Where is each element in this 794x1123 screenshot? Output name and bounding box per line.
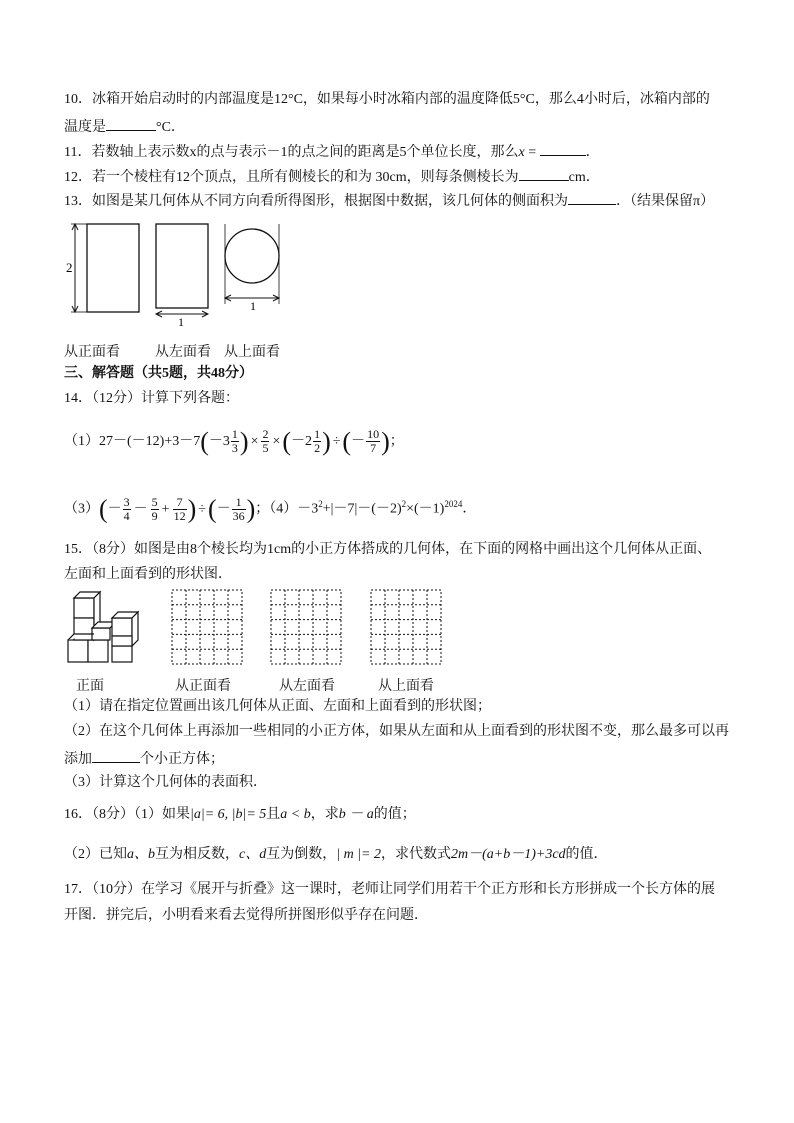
q16-expr2: 2m－(a+b－1)+3cd <box>450 847 566 862</box>
q10-unit: °C． <box>156 120 185 135</box>
q15-answer-blank[interactable] <box>92 748 140 763</box>
q16-find: ，求 <box>310 807 339 822</box>
q16-end2: 的值． <box>565 847 608 862</box>
q14-p2-a-int: －3 <box>208 434 230 449</box>
q16-recip: 互为倒数， <box>266 847 337 862</box>
q11-end: ． <box>585 145 600 160</box>
q14-p2-b-den: 5 <box>262 441 269 456</box>
q15-line1: 15．（8分）如图是由8个棱长均为1cm的小正方体搭成的几何体，在下面的网格中画出这个几何体从正面、 <box>64 542 712 557</box>
q16-find2: ，求代数式 <box>380 847 451 862</box>
label-top-view: 从上面看 <box>224 345 280 360</box>
q14-p3-d-den: 36 <box>232 508 245 523</box>
q10-text: 温度是 <box>64 120 106 135</box>
q14-p2-b-num: 2 <box>262 427 269 442</box>
front-view-rect <box>87 224 139 312</box>
q17-line2: 开图．拼完后，小明看来看去觉得所拼图形似乎存在问题． <box>64 908 428 923</box>
q14-p3-label: （3） <box>64 501 99 517</box>
q12-unit: cm． <box>568 170 600 185</box>
q15-figure <box>64 588 454 672</box>
q14-p1-label: （1） <box>64 434 99 449</box>
q16-expr: b － a <box>338 807 374 822</box>
q13-end: ．（结果保留π） <box>616 194 715 209</box>
label-left-view: 从左面看 <box>155 345 211 360</box>
q14-p3-b-num: 5 <box>151 494 158 509</box>
q14-p3-a-den: 4 <box>123 508 130 523</box>
q14-p4-c: ×(－1) <box>406 501 445 517</box>
q14-p4-b: +|－7|－(－2) <box>322 501 402 517</box>
q11-answer-blank[interactable] <box>540 141 586 156</box>
q14-parts-3-4: （3）(－ $\frac{3}{4}$ － $\frac{5}{9}$ + $\frac{7}{12}$ ) ÷(－ $\frac{1}{36}$ )；$(4)-3^2+|-7|-(-2)^2\times(-1)^{2024}$． <box>64 494 477 524</box>
q14-p3-d-num: 1 <box>232 496 246 510</box>
q15-sub2-line2 <box>64 748 224 770</box>
q14-p1-expr: 27－(－12)+3－7 <box>99 434 201 449</box>
q15-sub1: （1）请在指定位置画出该几何体从正面、左面和上面看到的形状图； <box>64 699 491 714</box>
q16-and: 且 <box>266 807 281 822</box>
label-front-arrow: 正面 <box>76 679 104 694</box>
q12 <box>64 166 600 188</box>
q16-m: | m |= 2 <box>336 847 381 862</box>
q12-text: 12．若一个棱柱有12个顶点，且所有侧棱长的和为 30cm，则每条侧棱长为 <box>64 170 519 185</box>
q14-parts-1-2: （1）27－(－12)+3－7(－3 $\frac{1}{3}$ ) × $\frac{2}{5}$ ×(－2 $\frac{1}{2}$ ) ÷(－ $\frac{10}{7}$ )； <box>64 426 404 456</box>
q10-line2 <box>64 116 185 138</box>
q14-p4-exp3: 2024 <box>444 499 463 509</box>
q14-p3-c-den: 12 <box>173 508 186 523</box>
q16-line2 <box>64 845 608 865</box>
q14-p3-a-num: 3 <box>123 494 130 509</box>
q15-sub2-pre: 添加 <box>64 752 92 767</box>
cube-stack <box>68 592 138 662</box>
q14-p4-exp2: 2 <box>401 499 407 509</box>
q13-text: 13．如图是某几何体从不同方向看所得图形，根据图中数据，该几何体的侧面积为 <box>64 194 568 209</box>
q14-p2-c-int: －2 <box>291 434 313 449</box>
q14-title: 14．（12分）计算下列各题： <box>64 391 239 406</box>
q11-var: x <box>518 145 525 160</box>
q16-cond: |a|= 6, |b|= 5 <box>190 807 267 822</box>
q15-sub2: （2）在这个几何体上再添加一些相同的小正方体，如果从左面和从上面看到的形状图不变，那么最多可以再 <box>64 724 729 739</box>
q16-cd: c、d <box>239 847 267 862</box>
q14-p2-c-num: 1 <box>314 427 321 442</box>
grid-front[interactable] <box>172 590 242 664</box>
section-title: 三、解答题（共5题，共48分） <box>64 366 253 381</box>
q14-p2-a-num: 1 <box>231 427 238 442</box>
grid-label-top: 从上面看 <box>378 679 434 694</box>
left-view-rect <box>156 224 208 308</box>
q14-p2-d-den: 7 <box>370 441 377 456</box>
q14-p2-d-num: 10 <box>367 427 380 442</box>
q13 <box>64 190 714 212</box>
q15-sub2-post: 个小正方体； <box>140 752 224 767</box>
q11-eq: = <box>524 145 540 160</box>
q16-end1: 的值； <box>373 807 416 822</box>
grid-label-left: 从左面看 <box>279 679 335 694</box>
q11-text: 11．若数轴上表示数x的点与表示－1的点之间的距离是5个单位长度，那么 <box>64 145 519 160</box>
q14-p4-exp1: 2 <box>318 499 323 509</box>
q14-p3-c-num: 7 <box>173 496 187 510</box>
q17-line1: 17．（10分）在学习《展开与折叠》这一课时，老师让同学们用若干个正方形和长方形拼成一个长方体的展 <box>64 882 715 897</box>
top-dim-label: 1 <box>250 299 256 313</box>
q14-end: ． <box>462 501 477 517</box>
q16-text1: 16．（8分）（1）如果 <box>64 807 190 822</box>
q16-opp: 互为相反数， <box>155 847 239 862</box>
q16-line1 <box>64 805 416 825</box>
q10-answer-blank[interactable] <box>106 116 156 131</box>
q13-answer-blank[interactable] <box>568 190 616 205</box>
label-front-view: 从正面看 <box>64 345 120 360</box>
q16-ab: a、b <box>127 847 155 862</box>
grid-top[interactable] <box>371 590 441 664</box>
q15-line2: 左面和上面看到的形状图． <box>64 567 232 582</box>
q16-text2: （2）已知 <box>64 847 127 862</box>
grid-label-front: 从正面看 <box>175 679 231 694</box>
q14-p2-a-den: 3 <box>231 441 238 456</box>
q14-p2-c-den: 2 <box>314 441 321 456</box>
q15-sub3: （3）计算这个几何体的表面积． <box>64 775 267 790</box>
q14-p4-a: －3 <box>297 501 319 517</box>
q16-ineq: a < b <box>280 807 311 822</box>
q10-line1: 10．冰箱开始启动时的内部温度是12°C，如果每小时冰箱内部的温度降低5°C，那么4小时后，冰箱内部的 <box>64 92 710 107</box>
q14-p3-b-den: 9 <box>151 508 158 523</box>
q11 <box>64 141 600 163</box>
q12-answer-blank[interactable] <box>519 166 569 181</box>
height-dim-label: 2 <box>66 260 73 275</box>
top-view-circle <box>225 229 279 283</box>
grid-left[interactable] <box>271 590 341 664</box>
left-dim-label: 1 <box>178 315 184 329</box>
q13-three-views-figure <box>64 218 294 330</box>
q14-p4-label: ；（4） <box>255 501 298 517</box>
